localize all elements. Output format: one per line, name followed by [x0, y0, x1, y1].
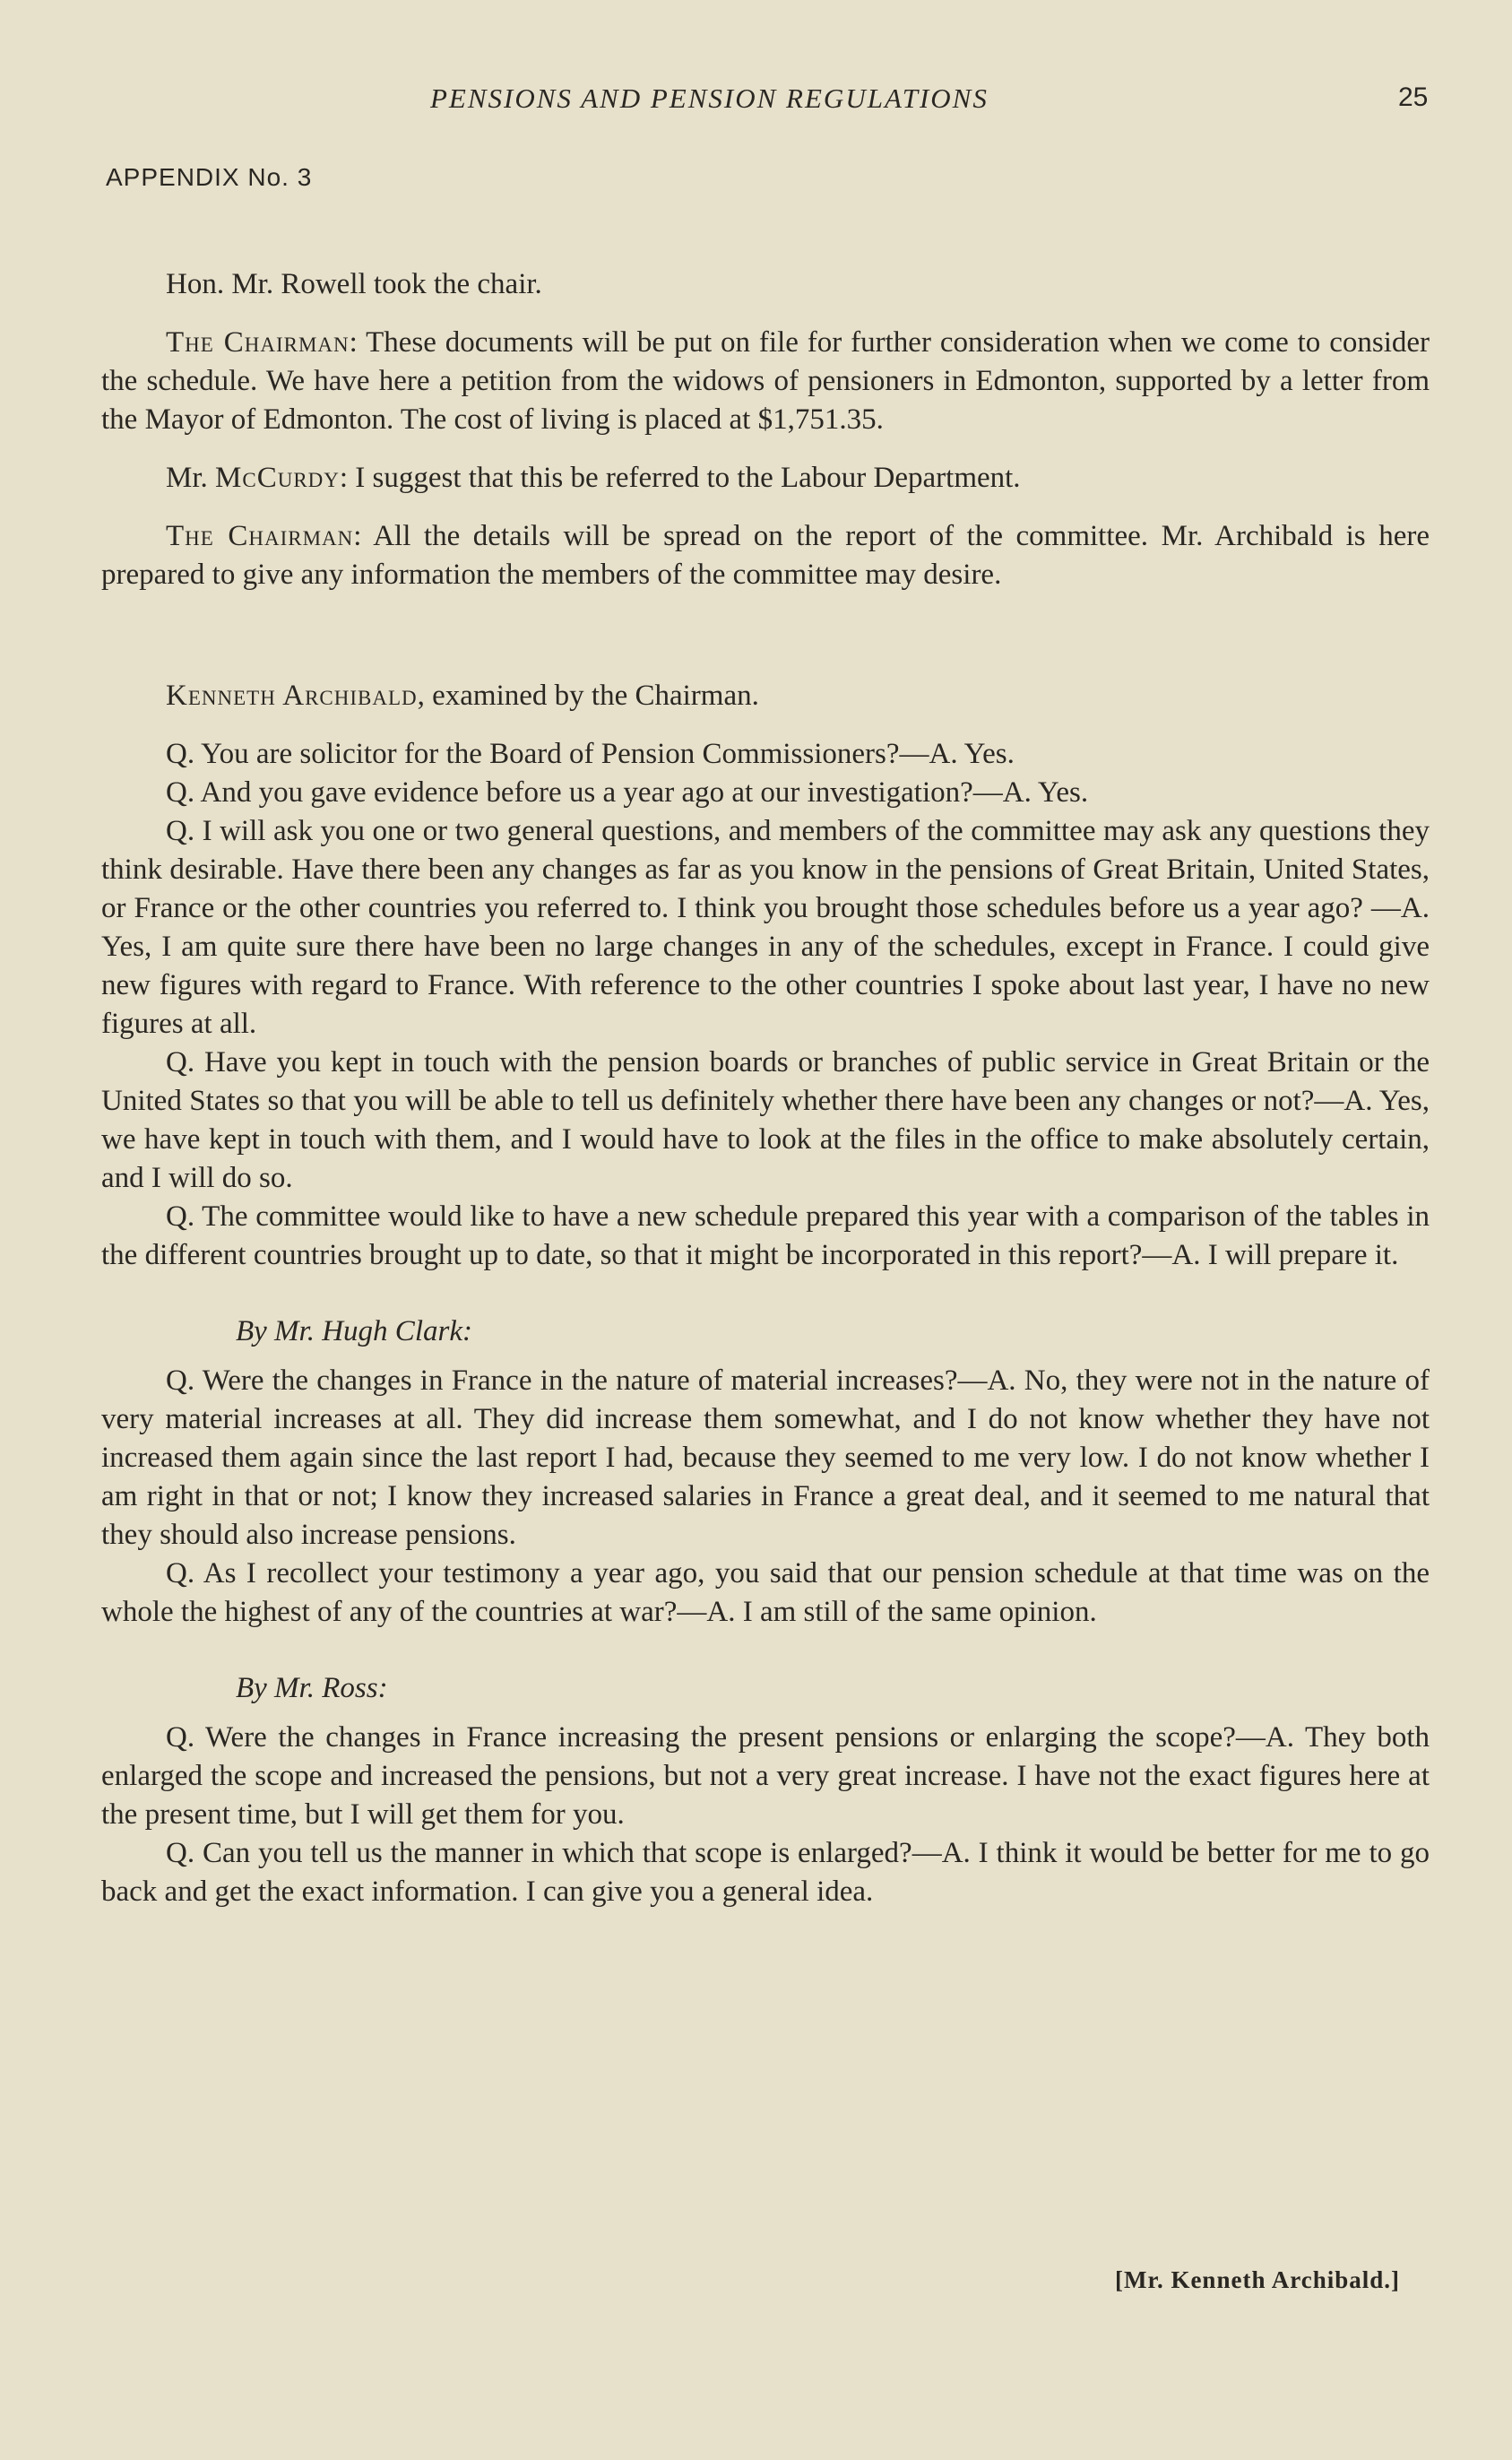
question-8: Q. Were the changes in France increasing the present pensions or enlarging the scope?—A. They both enlarged the scope and increased the pensions, but not a very great increase. I have not the exact figures here at the present time, but I will get them for you.: [101, 1721, 1430, 1831]
body-text: [101, 265, 1430, 1911]
speech-text: : These documents will be put on file for further consideration when we come to consider the schedule. We have here a petition from the widows of pensioners in Edmonton, supported by a letter from the Mayor of Edmonton. The cost of living is placed at $1,751.35.: [101, 326, 1430, 436]
question-1: Q. You are solicitor for the Board of Pension Commissioners?—A. Yes.: [166, 738, 1015, 770]
witness-name: Kenneth Archibald: [166, 680, 418, 712]
paragraph-witness: [101, 677, 1430, 715]
paragraph-chairman-details: [101, 517, 1430, 594]
speaker-name: The Chairman: [166, 520, 354, 552]
paragraph-chair: Hon. Mr. Rowell took the chair.: [166, 268, 542, 300]
question-2: Q. And you gave evidence before us a year ago at our investigation?—A. Yes.: [166, 776, 1089, 809]
question-9: Q. Can you tell us the manner in which that scope is enlarged?—A. I think it would be better for me to go back and get the exact information. I can give you a general idea.: [101, 1837, 1430, 1908]
speaker-name: McCurdy: [215, 462, 340, 494]
subheading-ross: By Mr. Ross:: [236, 1672, 388, 1704]
subheading-hugh-clark: By Mr. Hugh Clark:: [236, 1315, 472, 1347]
page-number: 25: [1398, 82, 1429, 112]
question-6: Q. Were the changes in France in the nature of material increases?—A. No, they were not in the nature of very material increases at all. They did increase them somewhat, and I do not know whether they have not increased them again since the last report I had, because they seemed to me very low. I do not know whether I am right in that or not; I know they increased salaries in France a great deal, and it seemed to me natural that they should also increase pensions.: [101, 1364, 1430, 1551]
speech-text: : I suggest that this be referred to the Labour Department.: [339, 462, 1021, 494]
footer-witness-name: [Mr. Kenneth Archibald.]: [1114, 2266, 1400, 2293]
speaker-name: The Chairman: [166, 326, 350, 359]
running-title: PENSIONS AND PENSION REGULATIONS: [430, 82, 989, 114]
question-3: Q. I will ask you one or two general questions, and members of the committee may ask any questions they think desirable. Have there been any changes as far as you know in the pensions of Great Britain, United States, or France or the other countries you referred to. I think you brought those schedules before us a year ago? —A. Yes, I am quite sure there have been no large changes in any of the schedules, except in France. I could give new figures with regard to France. With reference to the other countries I spoke about last year, I have no new figures at all.: [101, 815, 1430, 1040]
question-4: Q. Have you kept in touch with the pension boards or branches of public service in Great Britain or the United States so that you will be able to tell us definitely whether there have been any changes or not?—A. Yes, we have kept in touch with them, and I would have to look at the files in the office to make absolutely certain, and I will do so.: [101, 1046, 1430, 1194]
speaker-prefix: Mr.: [166, 462, 216, 494]
page-header: [0, 82, 1512, 124]
speech-text: : All the details will be spread on the report of the committee. Mr. Archibald is here prepared to give any information the members of the committee may desire.: [101, 520, 1430, 591]
witness-text: , examined by the Chairman.: [417, 680, 759, 712]
paragraph-chairman-statement: [101, 324, 1430, 439]
paragraph-mccurdy: [101, 459, 1430, 498]
appendix-label: APPENDIX No. 3: [106, 163, 313, 191]
question-5: Q. The committee would like to have a new schedule prepared this year with a comparison of the tables in the different countries brought up to date, so that it might be incorporated in this report?—A. I will prepare it.: [101, 1200, 1430, 1271]
question-7: Q. As I recollect your testimony a year ago, you said that our pension schedule at that time was on the whole the highest of any of the countries at war?—A. I am still of the same opinion.: [101, 1557, 1430, 1628]
